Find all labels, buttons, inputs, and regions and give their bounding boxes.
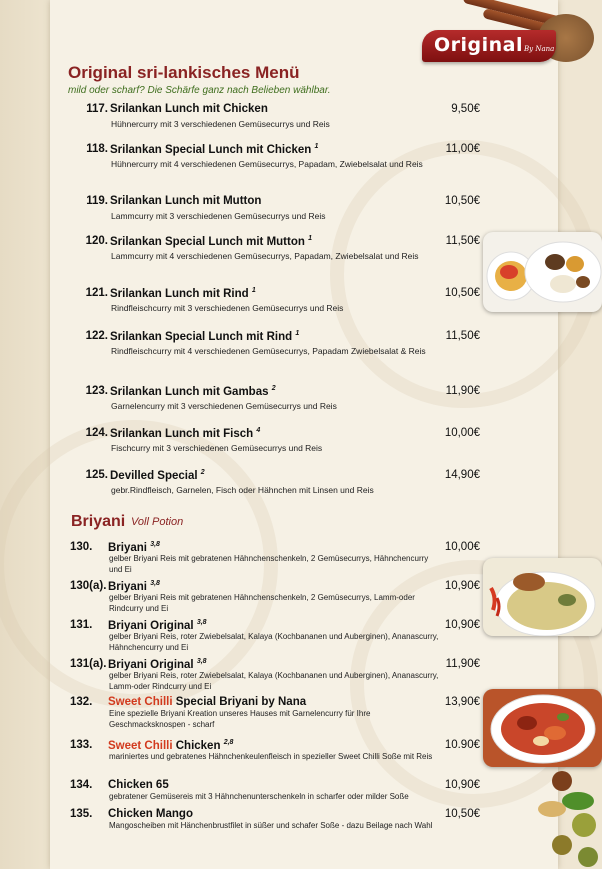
allergen-note: 2,8 <box>223 739 234 746</box>
item-number: 120. <box>85 235 108 247</box>
item-number: 131. <box>70 619 93 631</box>
item-description: Mangoscheiben mit Hänchenbrustfilet in süßer und schafer Soße - dazu Beilage nach Wahl <box>109 821 433 830</box>
item-name-text: Srilankan Lunch mit Fisch <box>110 427 254 440</box>
item-price: 11,90€ <box>445 658 480 670</box>
item-name-text: Chicken 65 <box>108 779 169 791</box>
lunch-plate-photo <box>483 232 602 312</box>
item-description: Eine spezielle Briyani Kreation unseres Hauses mit Garnelencurry für Ihre Geschmacksknospen - scharf <box>109 709 371 729</box>
item-description: gebr.Rindfleisch, Garnelen, Fisch oder Hähnchen mit Linsen und Reis <box>111 485 374 495</box>
biryani-subtitle: Voll Potion <box>131 516 184 528</box>
item-name-highlight: Sweet Chilli <box>108 696 173 708</box>
item-price: 10,00€ <box>444 541 480 553</box>
biryani-photo <box>483 558 602 636</box>
item-number: 130. <box>70 541 93 553</box>
item-price: 10,90€ <box>444 779 480 791</box>
allergen-note: 3,8 <box>150 580 160 587</box>
item-description: Hühnercurry mit 4 verschiedenen Gemüsecurrys, Papadam, Zwiebelsalat und Reis <box>111 159 423 169</box>
item-price: 10,90€ <box>444 580 480 592</box>
item-description: Fischcurry mit 3 verschiedenen Gemüsecurrys und Reis <box>111 443 323 453</box>
item-name <box>110 287 256 300</box>
item-name-text: Srilankan Special Lunch mit Mutton <box>110 235 305 248</box>
item-number: 122. <box>85 330 108 342</box>
item-price: 11,00€ <box>445 143 480 155</box>
badge-sub: By Nana <box>524 45 555 53</box>
allergen-note: 4 <box>256 427 261 434</box>
item-name <box>108 580 160 593</box>
item-number: 119. <box>86 195 108 207</box>
item-price: 13,90€ <box>444 696 480 708</box>
item-price: 14,90€ <box>444 469 480 481</box>
item-description: mariniertes und gebratenes Hähnchenkeulenfleisch in spezieller Sweet Chilli Soße mit Reis <box>109 752 433 761</box>
item-name <box>110 385 276 398</box>
item-description: Garnelencurry mit 3 verschiedenen Gemüsecurrys und Reis <box>111 401 337 411</box>
allergen-note: 2 <box>200 469 205 476</box>
item-name <box>108 739 233 752</box>
allergen-note: 3,8 <box>150 541 160 548</box>
spice-decoration-image <box>528 765 602 869</box>
item-description: Lammcurry mit 3 verschiedenen Gemüsecurrys und Reis <box>111 211 326 221</box>
item-name <box>108 619 207 632</box>
item-price: 10,50€ <box>444 808 480 820</box>
item-number: 117. <box>86 103 108 115</box>
item-number: 124. <box>85 427 108 439</box>
item-name-text: Srilankan Special Lunch mit Rind <box>110 330 293 343</box>
section-title: Original sri-lankisches Menü <box>68 63 300 82</box>
item-price: 9,50€ <box>451 103 480 115</box>
item-price: 10,90€ <box>444 619 480 631</box>
item-number: 123. <box>85 385 108 397</box>
background-border <box>0 0 50 869</box>
item-name <box>110 103 268 115</box>
item-name <box>110 195 261 207</box>
item-description: Rindfleischcurry mit 4 verschiedenen Gemüsecurrys, Papadam Zwiebelsalat & Reis <box>111 346 426 356</box>
item-price: 11,90€ <box>445 385 480 397</box>
item-number: 135. <box>70 808 93 820</box>
item-description: Lammcurry mit 4 verschiedenen Gemüsecurrys, Papadam, Zwiebelsalat und Reis <box>111 251 419 261</box>
item-name-highlight: Sweet Chilli <box>108 739 173 752</box>
item-number: 132. <box>70 696 93 708</box>
item-price: 10,50€ <box>444 287 480 299</box>
item-name-text: Chicken Mango <box>108 808 193 820</box>
item-description: gelber Briyani Reis mit gebratenen Hähnchenschenkeln, 2 Gemüsecurrys, Lamm-oder Rindcurry und Ei <box>109 593 415 613</box>
allergen-note: 3,8 <box>196 619 207 626</box>
item-name-text: Srilankan Lunch mit Rind <box>110 287 249 300</box>
allergen-note: 2 <box>271 385 276 392</box>
biryani-title: Briyani <box>71 513 126 530</box>
item-price: 10,50€ <box>444 195 480 207</box>
item-name <box>110 235 312 248</box>
allergen-note: 3,8 <box>196 658 207 665</box>
item-name <box>110 330 299 343</box>
item-name-text: Briyani Original <box>108 658 194 671</box>
sweet-chilli-photo <box>483 689 602 767</box>
item-name-text: Devilled Special <box>110 469 198 482</box>
allergen-note: 1 <box>295 330 300 337</box>
item-number: 125. <box>85 469 108 481</box>
item-name <box>108 808 193 820</box>
item-number: 133. <box>70 739 93 751</box>
item-price: 10,00€ <box>444 427 480 439</box>
item-price: 11,50€ <box>445 235 480 247</box>
item-name-text: Special Briyani by Nana <box>172 696 307 708</box>
item-name-text: Briyani <box>108 580 147 593</box>
item-name <box>108 696 306 708</box>
item-name-text: Srilankan Lunch mit Chicken <box>110 103 268 115</box>
badge-title: Original <box>434 34 524 56</box>
item-number: 130(a). <box>70 580 107 592</box>
item-name <box>110 469 205 482</box>
item-number: 121. <box>85 287 108 299</box>
item-description: gelber Briyani Reis mit gebratenen Hähnchenschenkeln, 2 Gemüsecurrys, Hähnchencurry und Ei <box>109 554 429 574</box>
item-description: Rindfleischcurry mit 3 verschiedenen Gemüsecurrys und Reis <box>111 303 344 313</box>
item-name-text: Briyani Original <box>108 619 194 632</box>
item-price: 10.90€ <box>444 739 480 751</box>
item-price: 11,50€ <box>445 330 480 342</box>
item-description: gelber Briyani Reis, roter Zwiebelsalat, Kalaya (Kochbananen und Auberginen), Ananascurry, Lamm-oder Rindcurry und Ei <box>109 671 439 691</box>
item-description: Hühnercurry mit 3 verschiedenen Gemüsecurrys und Reis <box>111 119 330 129</box>
allergen-note: 1 <box>251 287 256 294</box>
item-number: 118. <box>86 143 108 155</box>
allergen-note: 1 <box>308 235 312 242</box>
item-name-text: Srilankan Lunch mit Mutton <box>110 195 262 207</box>
item-name <box>108 779 169 791</box>
item-name <box>108 541 160 554</box>
item-name-text: Srilankan Special Lunch mit Chicken <box>110 143 312 156</box>
item-name <box>110 427 260 440</box>
item-name <box>108 658 207 671</box>
item-description: gebratener Gemüsereis mit 3 Hähnchenunterschenkeln in scharfer oder milder Soße <box>109 792 409 801</box>
section-subtitle: mild oder scharf? Die Schärfe ganz nach Belieben wählbar. <box>68 85 331 96</box>
allergen-note: 1 <box>314 143 319 150</box>
item-name <box>110 143 318 156</box>
item-number: 134. <box>70 779 93 791</box>
item-name-text: Chicken <box>172 739 221 752</box>
item-name-text: Briyani <box>108 541 147 554</box>
item-name-text: Srilankan Lunch mit Gambas <box>110 385 269 398</box>
item-description: gelber Briyani Reis, roter Zwiebelsalat, Kalaya (Kochbananen und Auberginen), Ananascurry, Hähnchencurry und Ei <box>109 632 439 652</box>
original-badge <box>422 30 556 62</box>
item-number: 131(a). <box>70 658 107 670</box>
